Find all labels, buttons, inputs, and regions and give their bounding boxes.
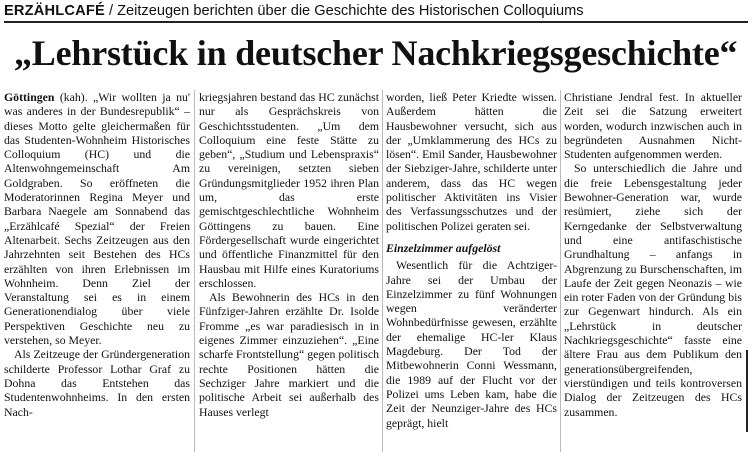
paragraph: Als Bewohnerin des HCs in den Fünfziger-Jahren erzählte Dr. Isolde Fromme „es war paradiesisch in in eigenes Zimmer einzuziehen“. „Eine scharfe Frontstellung“ gegen politisch rechte Positionen hätten die Sechziger Jahre markiert und die politische Arbeit sei außerhalb des Hauses verlegt [199, 290, 379, 419]
subheading: Einzelzimmer aufgelöst [386, 240, 501, 255]
paragraph: kriegsjahren bestand das HC zunächst nur als Gesprächskreis von Geschichtsstudenten. „Um dem Colloquium eine feste Stätte zu geben“, „Studium und Lebenspraxis“ zu vereinigen, setzten sieben Gründungsmitglieder 1952 ihren Plan um, das erste gemischtgeschlechtliche Wohnheim Göttingens zu bauen. Eine Fördergesellschaft wurde eingerichtet und öffentliche Finanzmittel für den Hausbau mit Hilfe eines Kuratoriums erschlossen. [199, 90, 379, 290]
article-column-4 [564, 90, 742, 430]
paragraph: worden, ließ Peter Kriedte wissen. Außerdem hätten die Hausbewohner versucht, sich aus der „Umklammerung des HCs zu lösen“. Emil Sander, Hausbewohner der Siebziger-Jahre, schilderte unter anderem, dass das HC wegen politischer Aktivitäten ins Visier des Verfassungsschutzes und der politischen Polizei geraten sei. [386, 90, 557, 233]
clipping-edge-mark [746, 350, 748, 432]
paragraph: Wesentlich für die Achtziger-Jahre sei der Umbau der Einzelzimmer zu fünf Wohnungen wegen veränderter Wohnbedürfnisse gewesen, erzählte der ehemalige HC-ler Klaus Magdeburg. Der Tod der Mitbewohnerin Conni Wessmann, die 1989 auf der Flucht vor der Polizei ums Leben kam, habe die Zeit der Neunziger-Jahre des HCs geprägt, hielt [386, 258, 557, 430]
column-divider [382, 90, 383, 452]
article-column-2 [199, 90, 379, 458]
paragraph-text: (kah). „Wir wollten ja nu' was anderes in der Bundesrepublik“ – dieses Motto gelte gleichermaßen für das Studenten-Wohnheim Historisches Colloquium (HC) und die Altenwohngemeinschaft Am Goldgraben. So eröffneten die Moderatorinnen Regina Meyer und Barbara Naegele am Sonnabend das „Erzählcafé Spezial“ der Freien Altenarbeit. Sechs Zeitzeugen aus den Jahrzehnten seit Bestehen des HCs erzählten von ihren Erlebnissen im Wohnheim. Denn Ziel der Veranstaltung sei es in einem Generationendialog über viele Perspektiven Geschichte neu zu verstehen, so Meyer. [4, 90, 190, 348]
kicker-text: / Zeitzeugen berichten über die Geschichte des Historischen Colloquiums [104, 3, 584, 19]
article-column-1 [4, 90, 190, 458]
column-divider [194, 90, 195, 452]
kicker-section-name: ERZÄHLCAFÉ [4, 3, 105, 19]
paragraph [4, 90, 190, 347]
column-divider [560, 90, 561, 452]
dateline: Göttingen [4, 90, 55, 104]
section-kicker [4, 1, 748, 23]
paragraph: Christiane Jendral fest. In aktueller Zeit sei die Satzung erweitert worden, wodurch inzwischen auch in begründeten Ausnahmen Nicht-Studenten aufgenommen werden. [564, 90, 742, 162]
headline: „Lehrstück in deutscher Nachkriegsgeschichte“ [14, 33, 738, 73]
article-column-3 [386, 90, 557, 458]
paragraph: Als Zeitzeuge der Gründergeneration schilderte Professor Lothar Graf zu Dohna das Entstehen das Studentenwohnheims. In den ersten Nach- [4, 347, 190, 419]
paragraph: So unterschiedlich die Jahre und die freie Lebensgestaltung jeder Bewohner-Generation war, wurde resümiert, ziehe sich der Kerngedanke der Selbstverwaltung und eine antifaschistische Grundhaltung – anfangs in Abgrenzung zu Burschenschaften, im Laufe der Zeit gegen Neonazis – wie ein roter Faden von der Gründung bis zur Gegenwart hindurch. Als ein „Lehrstück in deutscher Nachkriegsgeschichte“ fasste eine ältere Frau aus dem Publikum den generationsübergreifenden, vierstündigen und teils kontroversen Dialog der Zeitzeugen des HCs zusammen. [564, 161, 742, 419]
